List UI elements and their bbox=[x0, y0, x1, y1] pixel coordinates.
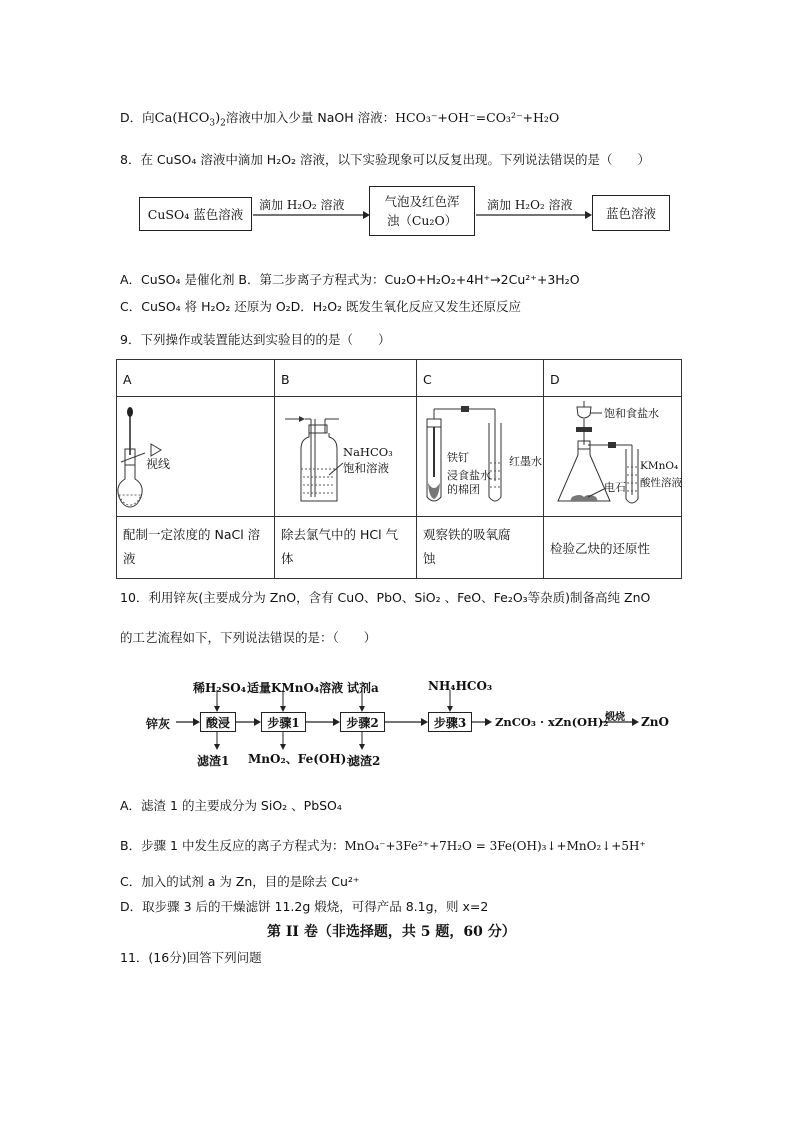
q9-fig-c-label3: 的棉团 bbox=[447, 483, 480, 496]
q9-fig-d-label4: 酸性溶液 bbox=[640, 477, 682, 489]
q9-figure-b bbox=[275, 397, 417, 517]
q10-flow-calcine-label: 煅烧 bbox=[605, 712, 625, 723]
q10-flow-start: 锌灰 bbox=[146, 717, 171, 731]
q9-fig-b-label2: 饱和溶液 bbox=[343, 461, 389, 475]
q10-flow-input-acid: 稀H₂SO₄ bbox=[193, 681, 246, 695]
q9-header-a: A bbox=[117, 360, 275, 397]
q7-salt-sub2: 2 bbox=[220, 118, 226, 129]
q7-optd-salt bbox=[154, 111, 226, 129]
q10-flow-intermediate-product: ZnCO₃ · xZn(OH)₂ bbox=[495, 715, 609, 729]
q9-fig-c-label2: 浸食盐水 bbox=[447, 469, 491, 482]
q7-salt-text: Ca(HCO bbox=[154, 111, 210, 126]
q9-purpose-d-line1: 检验乙炔的还原性 bbox=[550, 540, 651, 556]
part2-title: 第 II 卷（非选择题，共 5 题，60 分） bbox=[267, 924, 516, 940]
q9-purpose-c-line2: 蚀 bbox=[423, 551, 436, 566]
q10-flow-output-residue1: 滤渣1 bbox=[197, 754, 230, 768]
q7-optd-mid: 溶液中加入少量 NaOH 溶液： bbox=[225, 110, 396, 125]
q9-header-b: B bbox=[275, 360, 417, 397]
q9-fig-c-label4: 红墨水 bbox=[509, 455, 542, 468]
q10-optb-equation: MnO₄⁻+3Fe²⁺+7H₂O = 3Fe(OH)₃↓+MnO₂↓+5H⁺ bbox=[344, 839, 646, 853]
q10-flow-output-residue2: 滤渣2 bbox=[348, 754, 381, 768]
q9-purpose-b-line1: 除去氯气中的 HCl 气 bbox=[281, 527, 399, 542]
q7-salt-close: ) bbox=[215, 111, 221, 126]
q7-option-d bbox=[120, 108, 559, 129]
q11-stem: 11．(16分)回答下列问题 bbox=[120, 950, 262, 965]
q8-flow-arrow2-label: 滴加 H₂O₂ 溶液 bbox=[487, 198, 573, 212]
q10-flow-input-reagent-a: 试剂a bbox=[347, 681, 379, 695]
q7-optd-equation: HCO₃⁻+OH⁻=CO₃²⁻+H₂O bbox=[395, 110, 560, 125]
q8-box2-line1: 气泡及红色浑 bbox=[384, 194, 460, 209]
q9-purpose-b bbox=[275, 517, 417, 579]
q10-option-b bbox=[120, 836, 646, 854]
q9-stem: 9．下列操作或装置能达到实验目的的是（ ） bbox=[120, 332, 391, 347]
q10-stem-line1: 10．利用锌灰(主要成分为 ZnO，含有 CuO、PbO、SiO₂ 、FeO、Fe₂O₃等杂质)制备高纯 ZnO bbox=[120, 590, 651, 605]
q9-purpose-d bbox=[544, 517, 682, 579]
q8-box2-line2: 浊（Cu₂O） bbox=[386, 213, 458, 228]
q8-options-ab: A．CuSO₄ 是催化剂 B．第二步离子方程式为：Cu₂O+H₂O₂+4H⁺→2Cu²⁺+3H₂O bbox=[120, 272, 580, 287]
q10-option-a: A．滤渣 1 的主要成分为 SiO₂ 、PbSO₄ bbox=[120, 798, 342, 813]
q9-fig-d-label3: KMnO₄ bbox=[640, 460, 679, 472]
q10-option-d: D．取步骤 3 后的干燥滤饼 11.2g 煅烧，可得产品 8.1g，则 x=2 bbox=[120, 899, 489, 914]
q9-fig-b-label1: NaHCO₃ bbox=[343, 445, 393, 459]
q9-fig-a-label: 视线 bbox=[146, 457, 171, 471]
q9-purpose-c bbox=[417, 517, 544, 579]
q10-flow-input-nh4hco3: NH₄HCO₃ bbox=[428, 679, 493, 693]
q8-stem: 8．在 CuSO₄ 溶液中滴加 H₂O₂ 溶液，以下实验现象可以反复出现。下列说法错误的是（ ） bbox=[120, 152, 651, 167]
q10-flow-step-2: 步骤2 bbox=[340, 712, 385, 732]
q9-purpose-a bbox=[117, 517, 275, 579]
q9-purpose-a-line1: 配制一定浓度的 NaCl 溶 bbox=[123, 527, 261, 542]
q8-flow-box-blue: 蓝色溶液 bbox=[592, 195, 670, 231]
q8-flow-arrow2 bbox=[476, 210, 592, 220]
q9-fig-d-label2: 电石 bbox=[604, 481, 626, 494]
q9-figure-d bbox=[544, 397, 682, 517]
q10-flow-step-3: 步骤3 bbox=[428, 712, 472, 732]
q7-salt-sub: 3 bbox=[209, 118, 216, 129]
q10-optb-prefix: B．步骤 1 中发生反应的离子方程式为： bbox=[120, 838, 345, 853]
q9-header-d: D bbox=[544, 360, 682, 397]
q10-flow-final-product: ZnO bbox=[641, 715, 669, 729]
q9-figure-c bbox=[417, 397, 544, 517]
q8-flow-arrow1-label: 滴加 H₂O₂ 溶液 bbox=[259, 198, 345, 212]
q10-stem-line2: 的工艺流程如下，下列说法错误的是：（ ） bbox=[120, 630, 377, 645]
q10-flow-input-kmno4: 适量KMnO₄溶液 bbox=[247, 681, 344, 695]
q10-flow-step-1: 步骤1 bbox=[261, 712, 306, 732]
q9-purpose-a-line2: 液 bbox=[123, 551, 136, 566]
q10-flow-step-acid-leach: 酸浸 bbox=[200, 712, 236, 732]
q10-flow-output-mno2: MnO₂、Fe(OH)₃ bbox=[248, 752, 352, 766]
q9-purpose-c-line1: 观察铁的吸氧腐 bbox=[423, 527, 511, 542]
q8-flow-box-cuso4: CuSO₄ 蓝色溶液 bbox=[139, 197, 252, 231]
q8-flow-arrow1 bbox=[253, 210, 370, 220]
q9-header-c: C bbox=[417, 360, 544, 397]
q7-optd-prefix: D．向 bbox=[120, 110, 155, 125]
q9-figure-a bbox=[117, 397, 275, 517]
q9-fig-c-label1: 铁钉 bbox=[447, 451, 469, 464]
q9-purpose-b-line2: 体 bbox=[281, 551, 294, 566]
q8-flow-box-precipitate bbox=[369, 186, 475, 236]
volumetric-flask-icon bbox=[117, 397, 274, 513]
q8-options-cd: C．CuSO₄ 将 H₂O₂ 还原为 O₂D．H₂O₂ 既发生氧化反应又发生还原反应 bbox=[120, 299, 522, 314]
q10-option-c: C．加入的试剂 a 为 Zn，目的是除去 Cu²⁺ bbox=[120, 874, 360, 889]
q9-table bbox=[116, 359, 682, 579]
q9-fig-d-label1: 饱和食盐水 bbox=[604, 407, 659, 420]
